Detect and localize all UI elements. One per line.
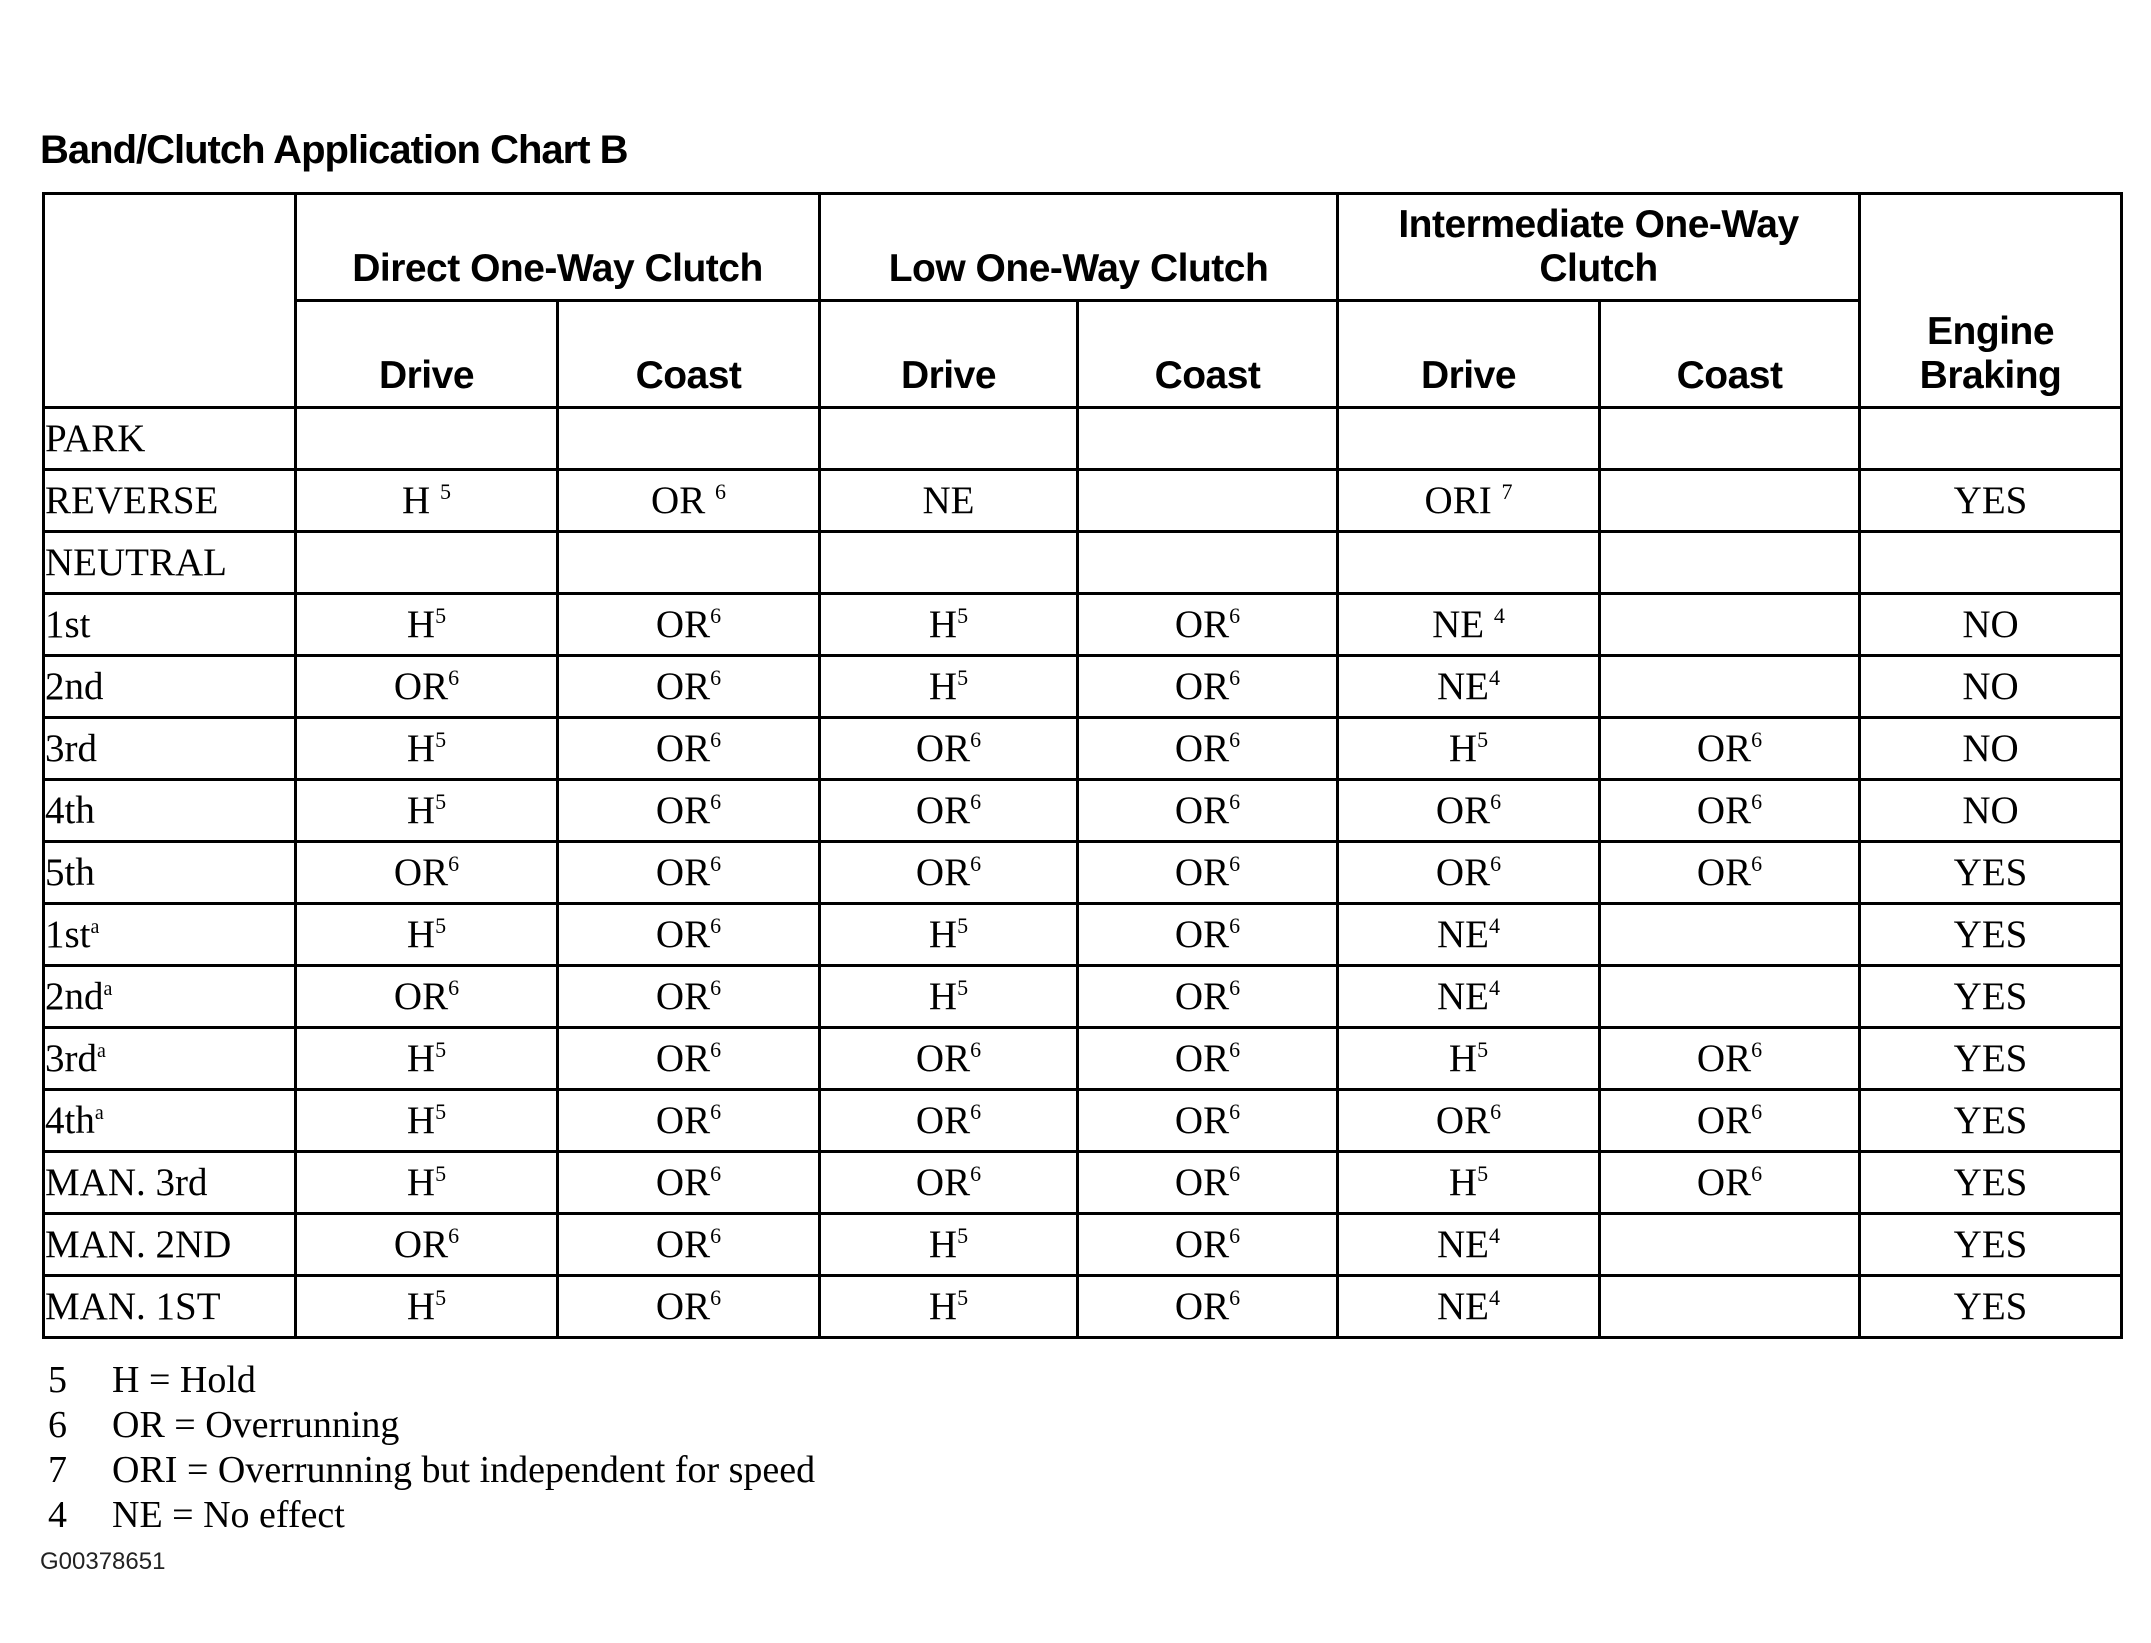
header-sub-low-coast: Coast <box>1078 301 1338 408</box>
cell-low-coast: OR 6 <box>1078 780 1338 842</box>
cell-intermediate-drive: OR 6 <box>1338 842 1600 904</box>
cell-engine-braking: NO <box>1860 656 2122 718</box>
cell-direct-coast: OR 6 <box>558 1214 820 1276</box>
figure-id: G00378651 <box>40 1548 166 1575</box>
cell-low-coast: OR 6 <box>1078 1276 1338 1338</box>
cell-direct-coast: OR 6 <box>558 1152 820 1214</box>
row-label: 1st a <box>44 904 296 966</box>
cell-intermediate-coast: OR 6 <box>1600 1152 1860 1214</box>
cell-engine-braking: YES <box>1860 842 2122 904</box>
cell-direct-coast <box>558 408 820 470</box>
cell-low-drive: OR 6 <box>820 1090 1078 1152</box>
cell-low-coast: OR 6 <box>1078 842 1338 904</box>
cell-intermediate-coast: OR 6 <box>1600 842 1860 904</box>
header-row-sub <box>44 301 2122 408</box>
cell-low-drive: H 5 <box>820 1214 1078 1276</box>
header-sub-direct-coast: Coast <box>558 301 820 408</box>
cell-low-drive: OR 6 <box>820 1028 1078 1090</box>
cell-low-drive: OR 6 <box>820 718 1078 780</box>
table-row <box>44 1090 2122 1152</box>
cell-intermediate-coast <box>1600 1214 1860 1276</box>
table-row <box>44 904 2122 966</box>
cell-intermediate-coast <box>1600 532 1860 594</box>
table-row <box>44 656 2122 718</box>
cell-intermediate-drive: NE 4 <box>1338 904 1600 966</box>
cell-direct-drive <box>296 532 558 594</box>
row-label: PARK <box>44 408 296 470</box>
footnote-number: 6 <box>48 1404 67 1446</box>
footnote-number: 5 <box>48 1359 67 1401</box>
header-row-groups <box>44 194 2122 301</box>
header-sub-intermediate-coast: Coast <box>1600 301 1860 408</box>
table-row <box>44 408 2122 470</box>
cell-low-coast <box>1078 470 1338 532</box>
cell-low-coast: OR 6 <box>1078 594 1338 656</box>
footnote-number: 7 <box>48 1449 67 1491</box>
table-row <box>44 1276 2122 1338</box>
row-label: 4th a <box>44 1090 296 1152</box>
table-row <box>44 594 2122 656</box>
table-row <box>44 842 2122 904</box>
cell-intermediate-coast: OR 6 <box>1600 1090 1860 1152</box>
header-corner-cell <box>44 194 296 408</box>
row-label: 2nd <box>44 656 296 718</box>
cell-intermediate-coast <box>1600 904 1860 966</box>
cell-direct-coast <box>558 532 820 594</box>
table-row <box>44 532 2122 594</box>
table-row <box>44 1152 2122 1214</box>
cell-direct-coast: OR 6 <box>558 594 820 656</box>
cell-intermediate-drive: H 5 <box>1338 718 1600 780</box>
cell-direct-drive: H 5 <box>296 904 558 966</box>
cell-low-drive: H 5 <box>820 656 1078 718</box>
cell-direct-drive: OR 6 <box>296 842 558 904</box>
cell-direct-coast: OR 6 <box>558 966 820 1028</box>
table-body <box>44 408 2122 1338</box>
row-label: 2nd a <box>44 966 296 1028</box>
cell-engine-braking <box>1860 408 2122 470</box>
cell-low-drive: OR 6 <box>820 780 1078 842</box>
cell-direct-drive: H 5 <box>296 594 558 656</box>
cell-engine-braking <box>1860 532 2122 594</box>
cell-low-coast <box>1078 408 1338 470</box>
cell-direct-drive: H 5 <box>296 718 558 780</box>
cell-intermediate-drive: ORI 7 <box>1338 470 1600 532</box>
cell-direct-coast: OR 6 <box>558 718 820 780</box>
row-label: MAN. 1ST <box>44 1276 296 1338</box>
cell-intermediate-drive <box>1338 408 1600 470</box>
cell-direct-coast: OR 6 <box>558 780 820 842</box>
cell-intermediate-drive: NE 4 <box>1338 966 1600 1028</box>
header-sub-direct-drive: Drive <box>296 301 558 408</box>
header-engine-braking: Engine Braking <box>1860 194 2122 408</box>
cell-intermediate-drive: NE 4 <box>1338 594 1600 656</box>
cell-low-coast: OR 6 <box>1078 718 1338 780</box>
cell-direct-drive: OR 6 <box>296 656 558 718</box>
table-row <box>44 780 2122 842</box>
cell-low-coast: OR 6 <box>1078 904 1338 966</box>
cell-direct-drive: H 5 <box>296 470 558 532</box>
cell-engine-braking: YES <box>1860 904 2122 966</box>
cell-engine-braking: YES <box>1860 1152 2122 1214</box>
table-row <box>44 1214 2122 1276</box>
footnote-item <box>48 1403 815 1448</box>
cell-low-drive: H 5 <box>820 966 1078 1028</box>
cell-low-drive: NE <box>820 470 1078 532</box>
footnote-text: NE = No effect <box>112 1494 345 1536</box>
cell-intermediate-coast: OR 6 <box>1600 718 1860 780</box>
footnote-number: 4 <box>48 1494 67 1536</box>
cell-engine-braking: NO <box>1860 780 2122 842</box>
cell-intermediate-coast <box>1600 470 1860 532</box>
cell-direct-coast: OR 6 <box>558 470 820 532</box>
cell-engine-braking: YES <box>1860 1214 2122 1276</box>
cell-low-drive: OR 6 <box>820 1152 1078 1214</box>
cell-engine-braking: YES <box>1860 1090 2122 1152</box>
cell-low-drive: H 5 <box>820 1276 1078 1338</box>
cell-direct-drive: H 5 <box>296 1276 558 1338</box>
cell-intermediate-drive: H 5 <box>1338 1152 1600 1214</box>
table-row <box>44 718 2122 780</box>
cell-engine-braking: YES <box>1860 966 2122 1028</box>
cell-intermediate-coast <box>1600 656 1860 718</box>
cell-low-drive: H 5 <box>820 594 1078 656</box>
cell-intermediate-drive <box>1338 532 1600 594</box>
footnote-text: H = Hold <box>112 1359 256 1401</box>
footnote-item <box>48 1493 815 1538</box>
cell-low-drive: OR 6 <box>820 842 1078 904</box>
cell-engine-braking: YES <box>1860 1276 2122 1338</box>
row-label: 3rd a <box>44 1028 296 1090</box>
cell-direct-drive: OR 6 <box>296 1214 558 1276</box>
row-label: REVERSE <box>44 470 296 532</box>
cell-intermediate-drive: NE 4 <box>1338 656 1600 718</box>
cell-intermediate-coast: OR 6 <box>1600 780 1860 842</box>
header-group-low: Low One-Way Clutch <box>820 194 1338 301</box>
cell-intermediate-drive: OR 6 <box>1338 1090 1600 1152</box>
row-label: NEUTRAL <box>44 532 296 594</box>
cell-intermediate-drive: NE 4 <box>1338 1276 1600 1338</box>
cell-engine-braking: YES <box>1860 1028 2122 1090</box>
table-row <box>44 1028 2122 1090</box>
cell-intermediate-drive: OR 6 <box>1338 780 1600 842</box>
cell-direct-drive: OR 6 <box>296 966 558 1028</box>
row-label: 1st <box>44 594 296 656</box>
cell-direct-coast: OR 6 <box>558 842 820 904</box>
chart-title: Band/Clutch Application Chart B <box>40 128 628 172</box>
cell-direct-coast: OR 6 <box>558 1028 820 1090</box>
footnote-item <box>48 1448 815 1493</box>
cell-low-coast: OR 6 <box>1078 1028 1338 1090</box>
cell-direct-drive <box>296 408 558 470</box>
cell-low-drive <box>820 408 1078 470</box>
band-clutch-table <box>42 192 2123 1339</box>
cell-engine-braking: YES <box>1860 470 2122 532</box>
cell-direct-drive: H 5 <box>296 1090 558 1152</box>
cell-intermediate-coast <box>1600 1276 1860 1338</box>
cell-direct-coast: OR 6 <box>558 1090 820 1152</box>
footnote-text: OR = Overrunning <box>112 1404 400 1446</box>
row-label: MAN. 2ND <box>44 1214 296 1276</box>
cell-intermediate-coast: OR 6 <box>1600 1028 1860 1090</box>
footnotes <box>48 1358 815 1538</box>
cell-intermediate-drive: H 5 <box>1338 1028 1600 1090</box>
cell-direct-drive: H 5 <box>296 1152 558 1214</box>
cell-direct-coast: OR 6 <box>558 904 820 966</box>
cell-low-coast: OR 6 <box>1078 1214 1338 1276</box>
cell-low-drive <box>820 532 1078 594</box>
cell-direct-drive: H 5 <box>296 780 558 842</box>
cell-intermediate-drive: NE 4 <box>1338 1214 1600 1276</box>
cell-engine-braking: NO <box>1860 718 2122 780</box>
header-sub-intermediate-drive: Drive <box>1338 301 1600 408</box>
cell-intermediate-coast <box>1600 966 1860 1028</box>
cell-direct-coast: OR 6 <box>558 1276 820 1338</box>
cell-low-coast: OR 6 <box>1078 1152 1338 1214</box>
table-row <box>44 470 2122 532</box>
cell-intermediate-coast <box>1600 594 1860 656</box>
cell-engine-braking: NO <box>1860 594 2122 656</box>
cell-low-coast <box>1078 532 1338 594</box>
row-label: 3rd <box>44 718 296 780</box>
header-group-direct: Direct One-Way Clutch <box>296 194 820 301</box>
row-label: MAN. 3rd <box>44 1152 296 1214</box>
cell-low-coast: OR 6 <box>1078 966 1338 1028</box>
footnote-item <box>48 1358 815 1403</box>
footnote-text: ORI = Overrunning but independent for speed <box>112 1449 816 1491</box>
row-label: 5th <box>44 842 296 904</box>
cell-low-drive: H 5 <box>820 904 1078 966</box>
cell-direct-drive: H 5 <box>296 1028 558 1090</box>
cell-intermediate-coast <box>1600 408 1860 470</box>
table-row <box>44 966 2122 1028</box>
cell-low-coast: OR 6 <box>1078 1090 1338 1152</box>
cell-direct-coast: OR 6 <box>558 656 820 718</box>
header-group-intermediate: Intermediate One-Way Clutch <box>1338 194 1860 301</box>
header-sub-low-drive: Drive <box>820 301 1078 408</box>
cell-low-coast: OR 6 <box>1078 656 1338 718</box>
row-label: 4th <box>44 780 296 842</box>
